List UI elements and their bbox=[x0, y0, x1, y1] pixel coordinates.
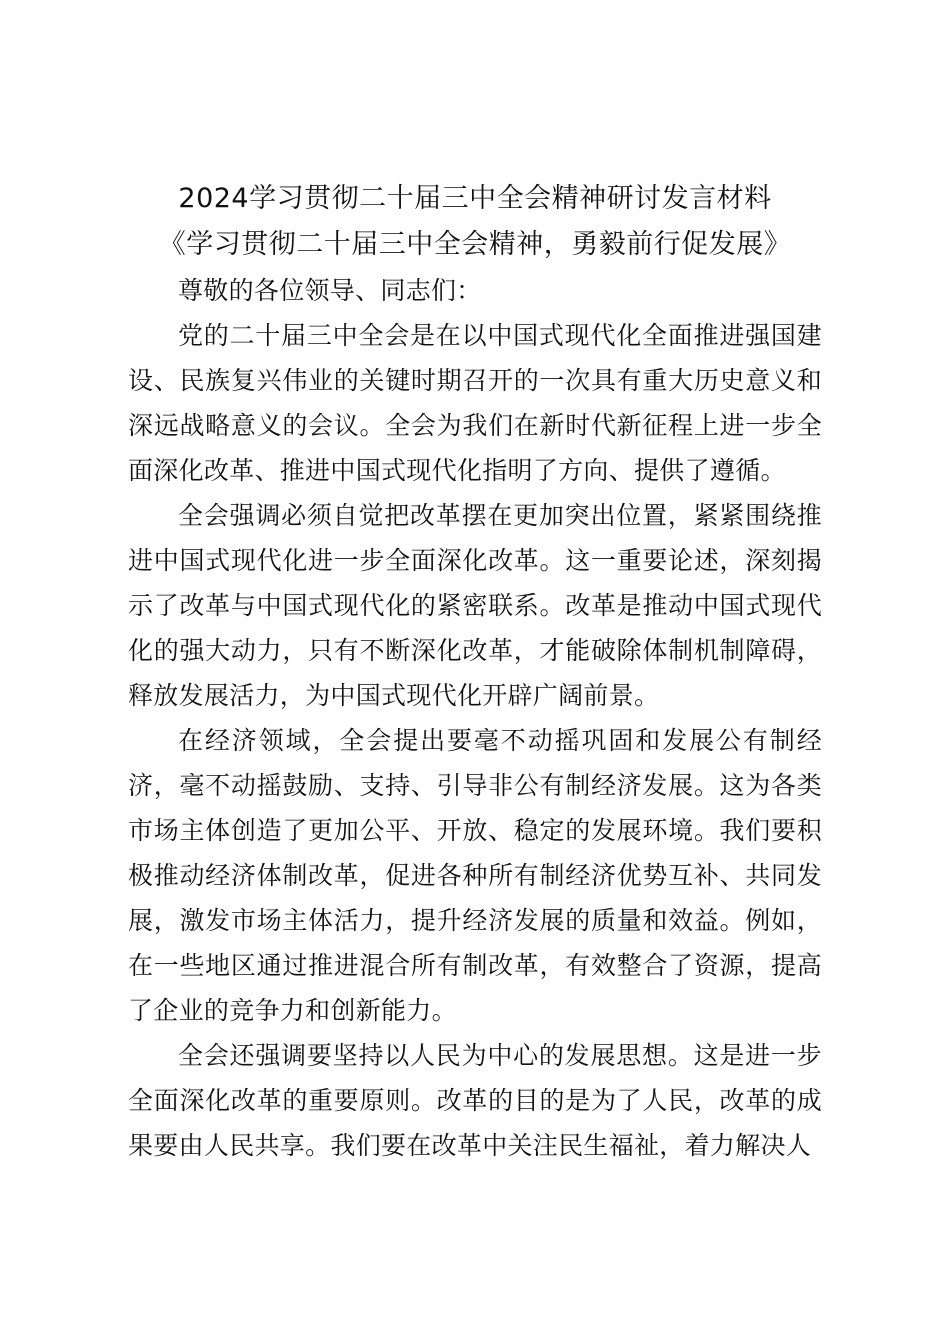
document-body bbox=[128, 176, 822, 1168]
salutation: 尊敬的各位领导、同志们： bbox=[178, 276, 482, 305]
paragraph: 全会还强调要坚持以人民为中心的发展思想。这是进一步全面深化改革的重要原则。改革的目的是为了人民，改革的成果要由人民共享。我们要在改革中关注民生福祉，着力解决人 bbox=[128, 1041, 822, 1160]
document-subtitle: 《学习贯彻二十届三中全会精神，勇毅前行促发展》 bbox=[158, 229, 792, 260]
paragraph: 党的二十届三中全会是在以中国式现代化全面推进强国建设、民族复兴伟业的关键时期召开的一次具有重大历史意义和深远战略意义的会议。全会为我们在新时代新征程上进一步全面深化改革、推进中国式现代化指明了方向、提供了遵循。 bbox=[128, 321, 822, 485]
paragraph: 全会强调必须自觉把改革摆在更加突出位置，紧紧围绕推进中国式现代化进一步全面深化改革。这一重要论述，深刻揭示了改革与中国式现代化的紧密联系。改革是推动中国式现代化的强大动力，只有不断深化改革，才能破除体制机制障碍，释放发展活力，为中国式现代化开辟广阔前景。 bbox=[128, 501, 822, 710]
document-title: 2024学习贯彻二十届三中全会精神研讨发言材料 bbox=[178, 183, 772, 214]
paragraph: 在经济领域，全会提出要毫不动摇巩固和发展公有制经济，毫不动摇鼓励、支持、引导非公有制经济发展。这为各类市场主体创造了更加公平、开放、稳定的发展环境。我们要积极推动经济体制改革，促进各种所有制经济优势互补、共同发展，激发市场主体活力，提升经济发展的质量和效益。例如，在一些地区通过推进混合所有制改革，有效整合了资源，提高了企业的竞争力和创新能力。 bbox=[128, 726, 822, 1025]
